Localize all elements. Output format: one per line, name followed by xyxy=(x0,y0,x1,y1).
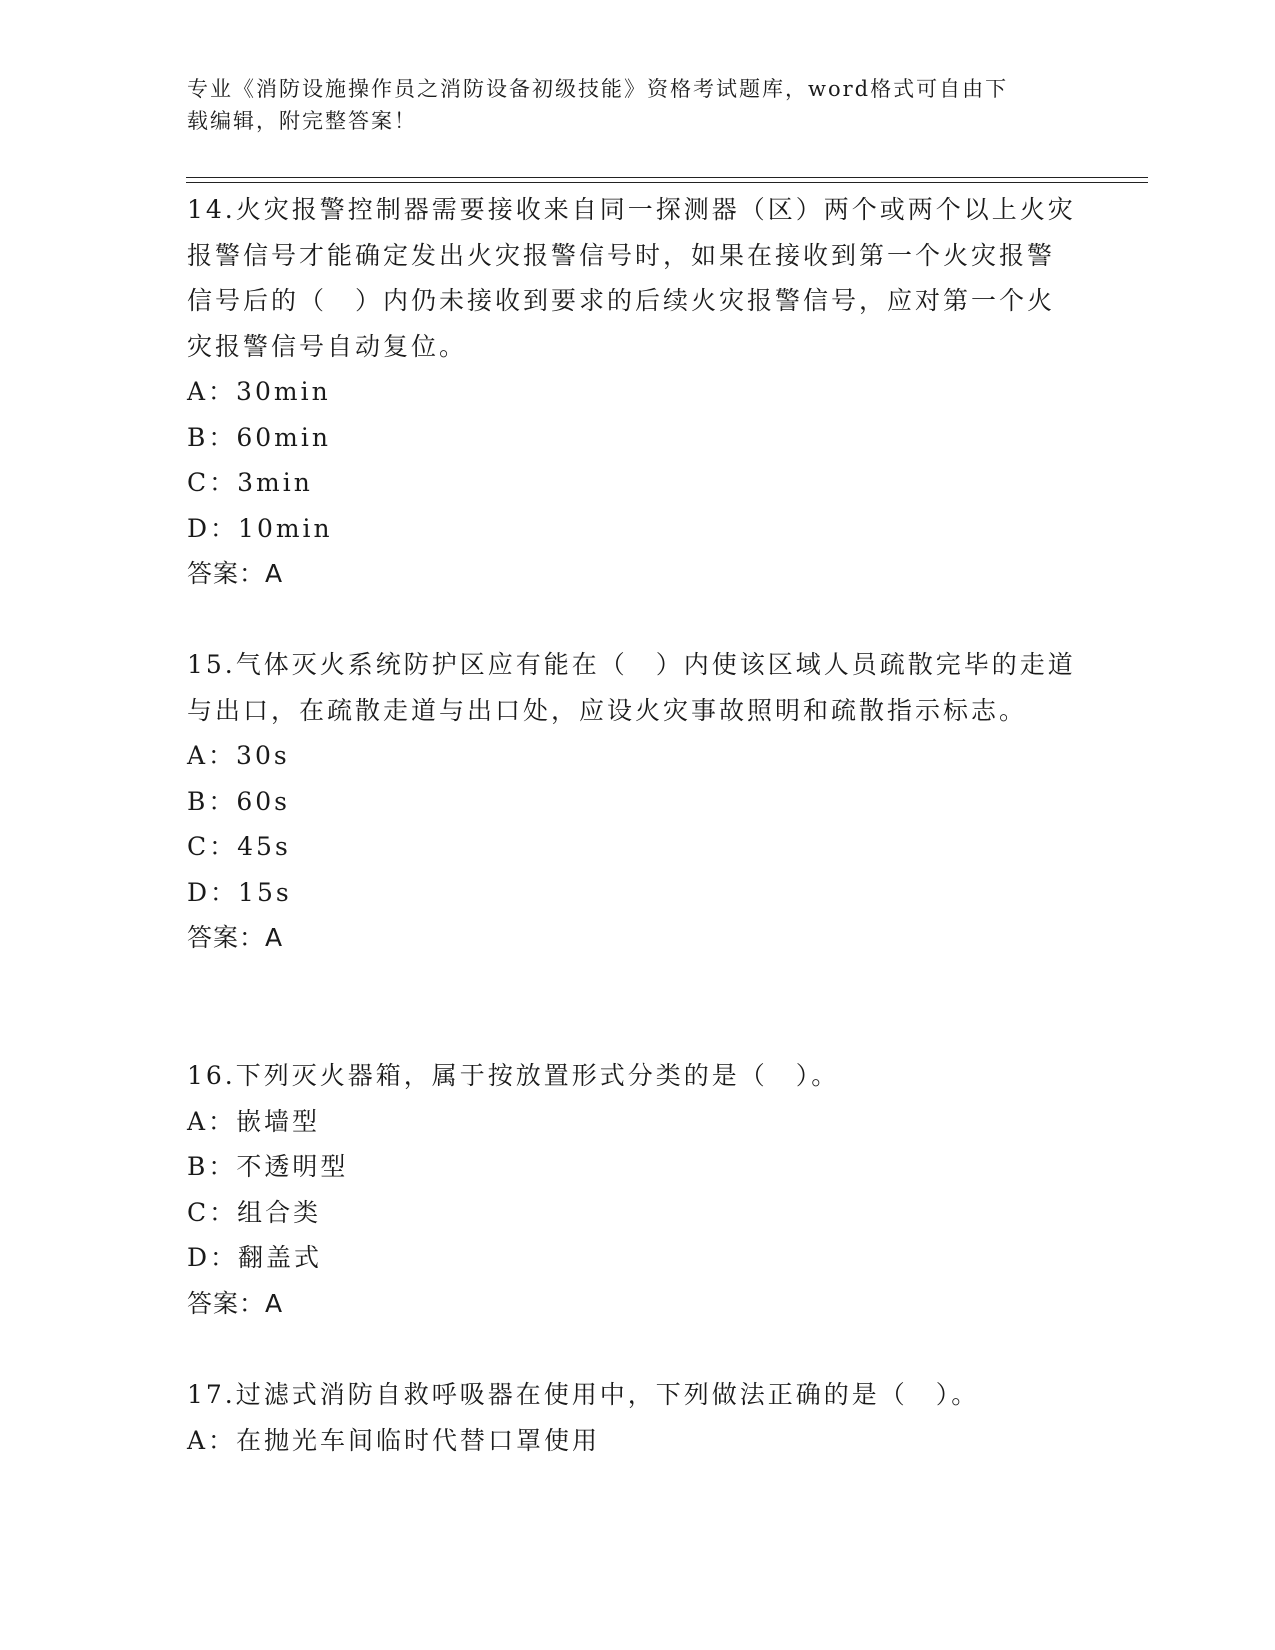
option-c: C：3min xyxy=(187,468,313,497)
option-b: B：60s xyxy=(187,786,291,816)
answer-line: 答案：A xyxy=(187,1288,284,1318)
option-d: D：翻盖式 xyxy=(187,1243,323,1272)
question-body: 火灾报警控制器需要接收来自同一探测器（区）两个或两个以上火灾报警信号才能确定发出火灾报警信号时，如果在接收到第一个火灾报警信号后的（ ）内仍未接收到要求的后续火灾报警信号，应对第一个火灾报警信号自动复位。 xyxy=(187,195,1076,361)
question-text xyxy=(187,1053,1077,1099)
option-b: B：60min xyxy=(187,422,331,452)
option-c: C：组合类 xyxy=(187,1197,322,1227)
question-17 xyxy=(187,1372,1077,1463)
option-a: A：在抛光车间临时代替口罩使用 xyxy=(187,1425,601,1455)
header-divider-top xyxy=(186,177,1148,178)
question-number: 17. xyxy=(187,1380,236,1409)
option-a: A：30s xyxy=(187,741,290,770)
question-body: 过滤式消防自救呼吸器在使用中，下列做法正确的是（ ）。 xyxy=(235,1380,980,1409)
question-number: 16. xyxy=(187,1061,236,1090)
question-text xyxy=(187,642,1077,733)
answer-line: 答案：A xyxy=(187,559,284,588)
header-line-1: 专业《消防设施操作员之消防设备初级技能》资格考试题库，word格式可自由下 xyxy=(187,77,1009,101)
question-number: 14. xyxy=(187,195,236,224)
option-a: A：30min xyxy=(187,377,331,406)
answer-line: 答案：A xyxy=(187,923,284,952)
question-16 xyxy=(187,1053,1077,1326)
header-line-2: 载编辑，附完整答案！ xyxy=(187,109,417,133)
question-body: 下列灭火器箱，属于按放置形式分类的是（ ）。 xyxy=(235,1061,840,1090)
question-text xyxy=(187,187,1077,369)
question-number: 15. xyxy=(187,650,236,679)
option-b: B：不透明型 xyxy=(187,1152,349,1181)
option-c: C：45s xyxy=(187,832,291,861)
question-14 xyxy=(187,187,1077,597)
question-15 xyxy=(187,642,1077,961)
question-body: 气体灭火系统防护区应有能在（ ）内使该区域人员疏散完毕的走道与出口，在疏散走道与出口处，应设火灾事故照明和疏散指示标志。 xyxy=(187,650,1076,725)
header-divider-bottom xyxy=(186,182,1148,183)
document-header xyxy=(187,73,1067,137)
option-a: A：嵌墙型 xyxy=(187,1106,321,1136)
option-d: D：15s xyxy=(187,877,292,907)
question-text xyxy=(187,1372,1077,1418)
option-d: D：10min xyxy=(187,513,333,543)
